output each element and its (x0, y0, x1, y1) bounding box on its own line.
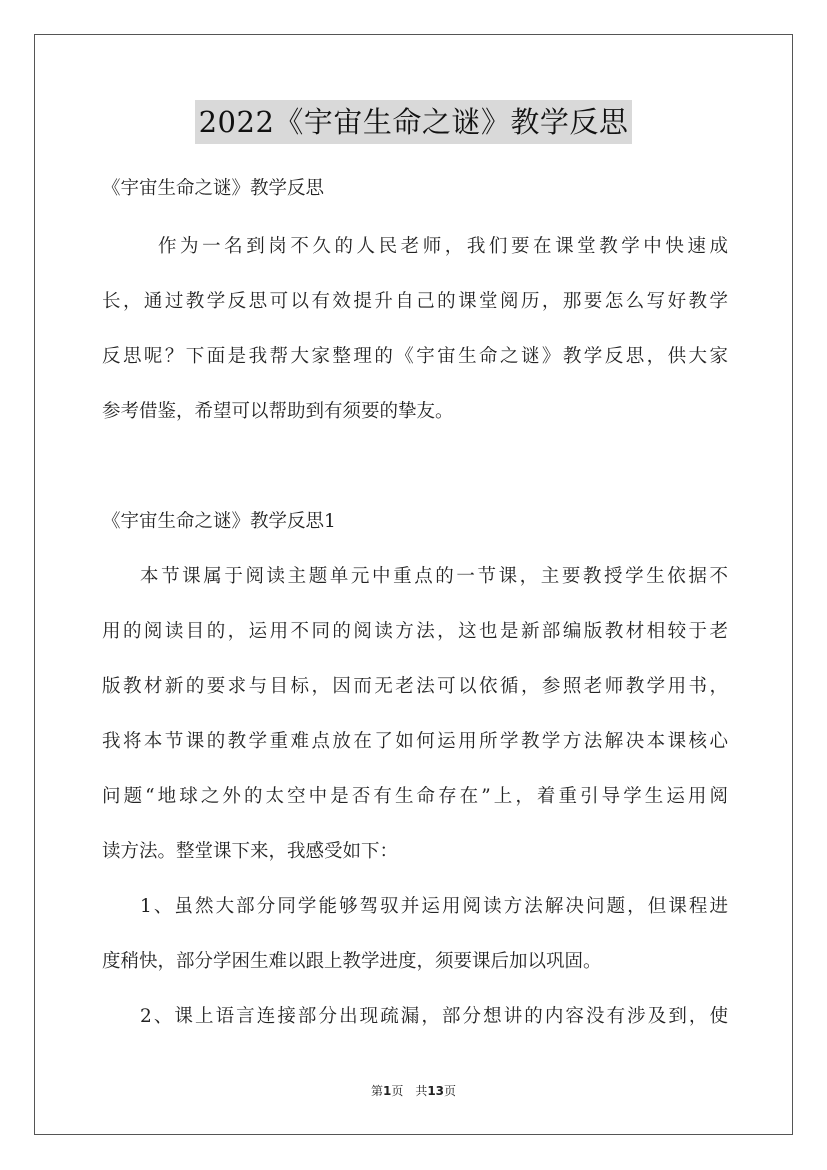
section-heading: 《宇宙生命之谜》教学反思1 (102, 511, 336, 532)
footer-prefix: 第 (370, 1084, 383, 1098)
section-line: 用的阅读目的，运用不同的阅读方法，这也是新部编版教材相较于老 (102, 621, 728, 642)
section-line: 我将本节课的教学重难点放在了如何运用所学教学方法解决本课核心 (102, 731, 728, 752)
intro-line: 长，通过教学反思可以有效提升自己的课堂阅历，那要怎么写好教学 (102, 291, 728, 312)
footer-mid: 页 共 (391, 1084, 428, 1098)
point-line: 1、虽然大部分同学能够驾驭并运用阅读方法解决问题，但课程进 (140, 896, 728, 917)
footer-page-current: 1 (382, 1084, 392, 1098)
point-line: 度稍快，部分学困生难以跟上教学进度，须要课后加以巩固。 (102, 951, 602, 972)
point-line: 2、课上语言连接部分出现疏漏，部分想讲的内容没有涉及到，使 (140, 1006, 728, 1027)
intro-line: 作为一名到岗不久的人民老师，我们要在课堂教学中快速成 (158, 236, 728, 257)
subtitle: 《宇宙生命之谜》教学反思 (102, 178, 325, 199)
page-footer (0, 1082, 827, 1099)
section-line: 问题“地球之外的太空中是否有生命存在”上，着重引导学生运用阅 (102, 786, 728, 807)
document-title: 2022《宇宙生命之谜》教学反思 (195, 100, 633, 144)
title-wrapper (0, 100, 827, 144)
intro-line: 参考借鉴，希望可以帮助到有须要的挚友。 (102, 401, 454, 422)
section-line: 本节课属于阅读主题单元中重点的一节课，主要教授学生依据不 (140, 566, 728, 587)
footer-page-total: 13 (427, 1084, 445, 1098)
section-line: 版教材新的要求与目标，因而无老法可以依循，参照老师教学用书， (102, 676, 728, 697)
section-line: 读方法。整堂课下来，我感受如下： (102, 841, 399, 862)
footer-suffix: 页 (444, 1084, 457, 1098)
intro-line: 反思呢？下面是我帮大家整理的《宇宙生命之谜》教学反思，供大家 (102, 346, 728, 367)
